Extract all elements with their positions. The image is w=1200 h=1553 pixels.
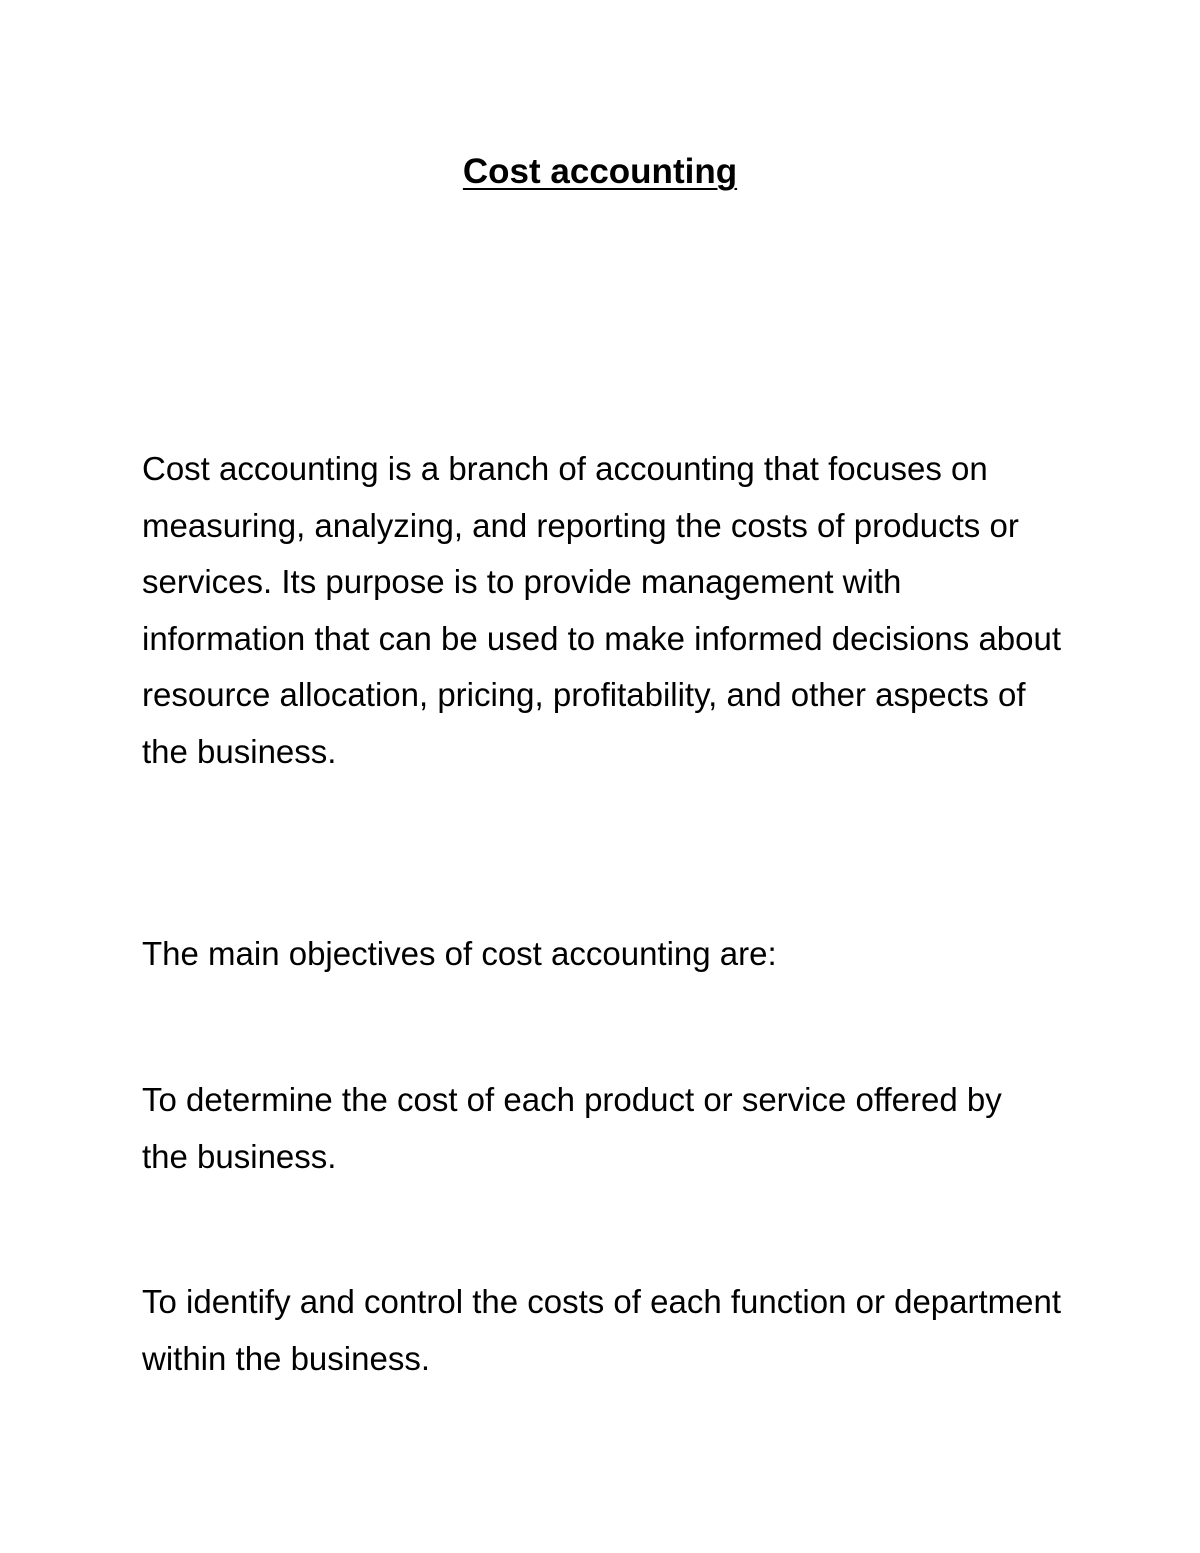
document-title: Cost accounting	[462, 152, 738, 191]
objective-paragraph-2: To identify and control the costs of each function or department within the business.	[142, 1283, 1062, 1377]
intro-paragraph: Cost accounting is a branch of accounting that focuses on measuring, analyzing, and reporting the costs of products or services. Its purpose is to provide management with information that can be used to make informed decisions about resource allocation, pricing, profitability, and other aspects of the business.	[142, 450, 1062, 770]
objectives-heading-paragraph: The main objectives of cost accounting are:	[142, 935, 777, 972]
objective-paragraph-1: To determine the cost of each product or service offered by the business.	[142, 1081, 1002, 1175]
